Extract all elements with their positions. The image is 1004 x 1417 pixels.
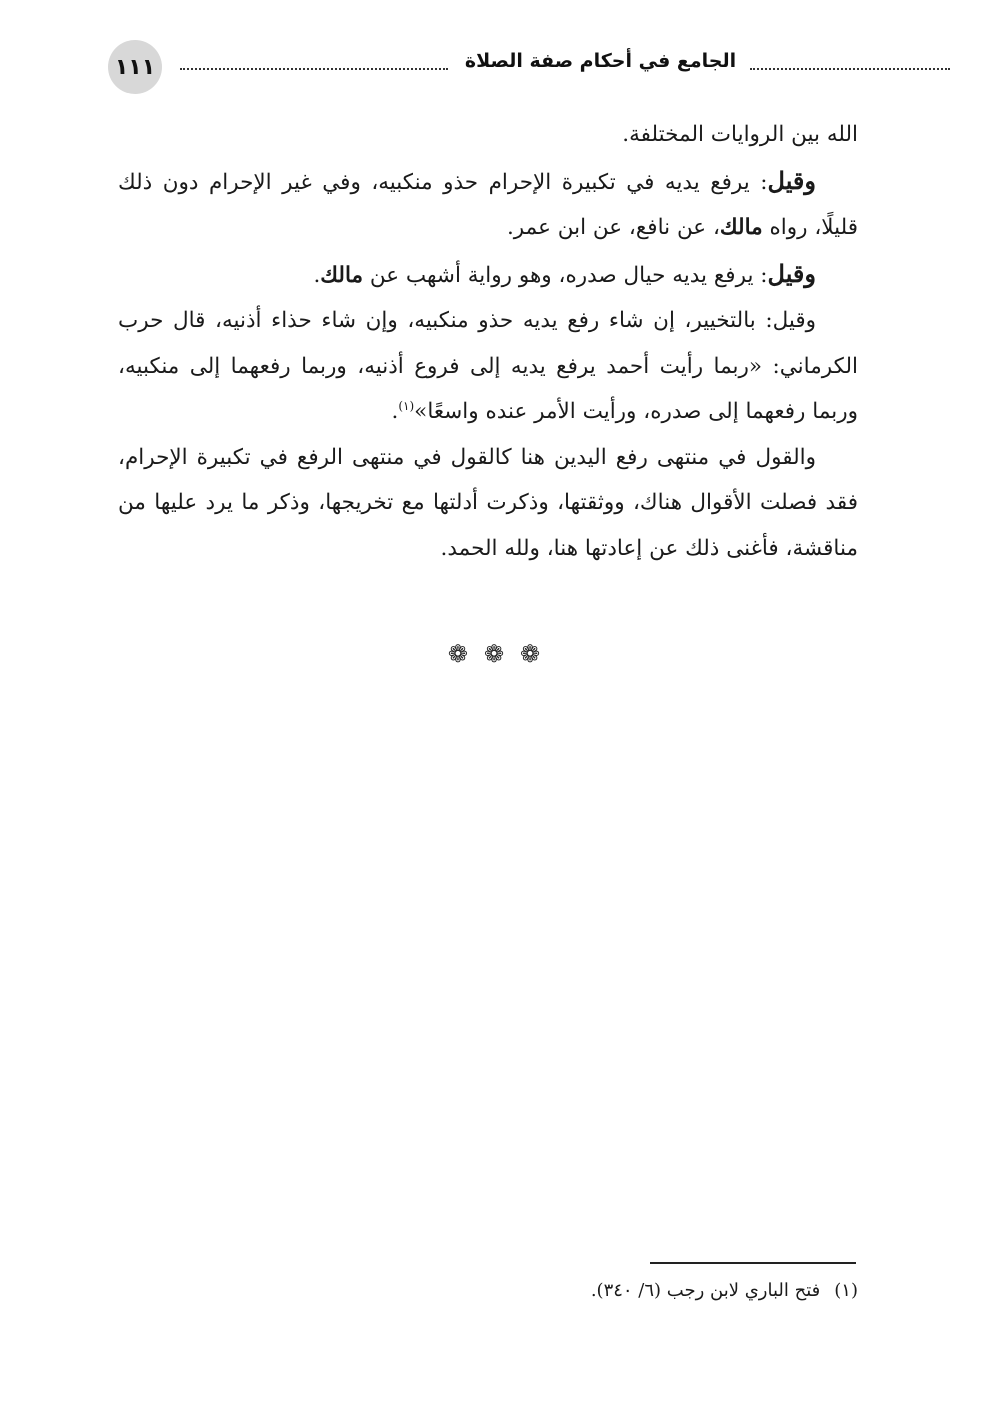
footnote-1 (400, 1276, 858, 1306)
name-malik: مالك (719, 215, 763, 240)
running-title: الجامع في أحكام صفة الصلاة (464, 50, 737, 72)
name-malik: مالك (320, 262, 364, 288)
paragraph-2-text-b: ، عن نافع، عن ابن عمر. (506, 215, 720, 240)
section-separator-flowers: ❁❁❁ (447, 640, 557, 668)
paragraph-3-text-b: . (313, 262, 321, 288)
paragraph-1 (118, 112, 858, 158)
page-number: ١١١ (108, 40, 162, 94)
page-header (108, 40, 858, 98)
paragraph-4-text: وقيل: بالتخيير، إن شاء رفع يديه حذو منكبيه، وإن شاء حذاء أذنيه، قال حرب الكرماني: «ربما رأيت أحمد يرفع يديه إلى فروع أذنيه، وربما رفعهما إلى منكبيه، وربما رفعهما إلى صدره، ورأيت الأمر عنده واسعًا» (118, 308, 858, 424)
paragraph-4-end: . (391, 399, 399, 424)
paragraph-1-text: الله بين الروايات المختلفة. (622, 122, 858, 147)
paragraph-5-text: والقول في منتهى رفع اليدين هنا كالقول في منتهى الرفع في تكبيرة الإحرام، فقد فصلت الأقوال هناك، ووثقتها، وذكرت أدلتها مع تخريجها، وذكر ما يرد عليها من مناقشة، فأغنى ذلك عن إعادتها هنا، ولله الحمد. (118, 444, 858, 561)
keyword-qeel: وقيل (767, 165, 816, 195)
paragraph-2-text-a: : يرفع يديه في تكبيرة الإحرام حذو منكبيه، وفي غير الإحرام دون ذلك قليلًا، رواه (118, 169, 858, 240)
paragraph-2 (118, 158, 858, 251)
footnote-divider (650, 1262, 856, 1264)
paragraph-3 (118, 251, 858, 299)
paragraph-5 (118, 435, 858, 572)
header-dotted-rule-right (750, 68, 950, 70)
keyword-qeel: وقيل (767, 258, 816, 288)
footnote-text: فتح الباري لابن رجب (٦/ ٣٤٠). (590, 1280, 821, 1301)
footnote-number: (١) (834, 1280, 858, 1301)
paragraph-3-text-a: : يرفع يديه حيال صدره، وهو رواية أشهب عن (363, 262, 768, 288)
main-text (118, 112, 858, 571)
header-dotted-rule-left (180, 68, 448, 70)
paragraph-4 (118, 298, 858, 435)
footnote-reference[interactable]: (١) (398, 398, 415, 413)
